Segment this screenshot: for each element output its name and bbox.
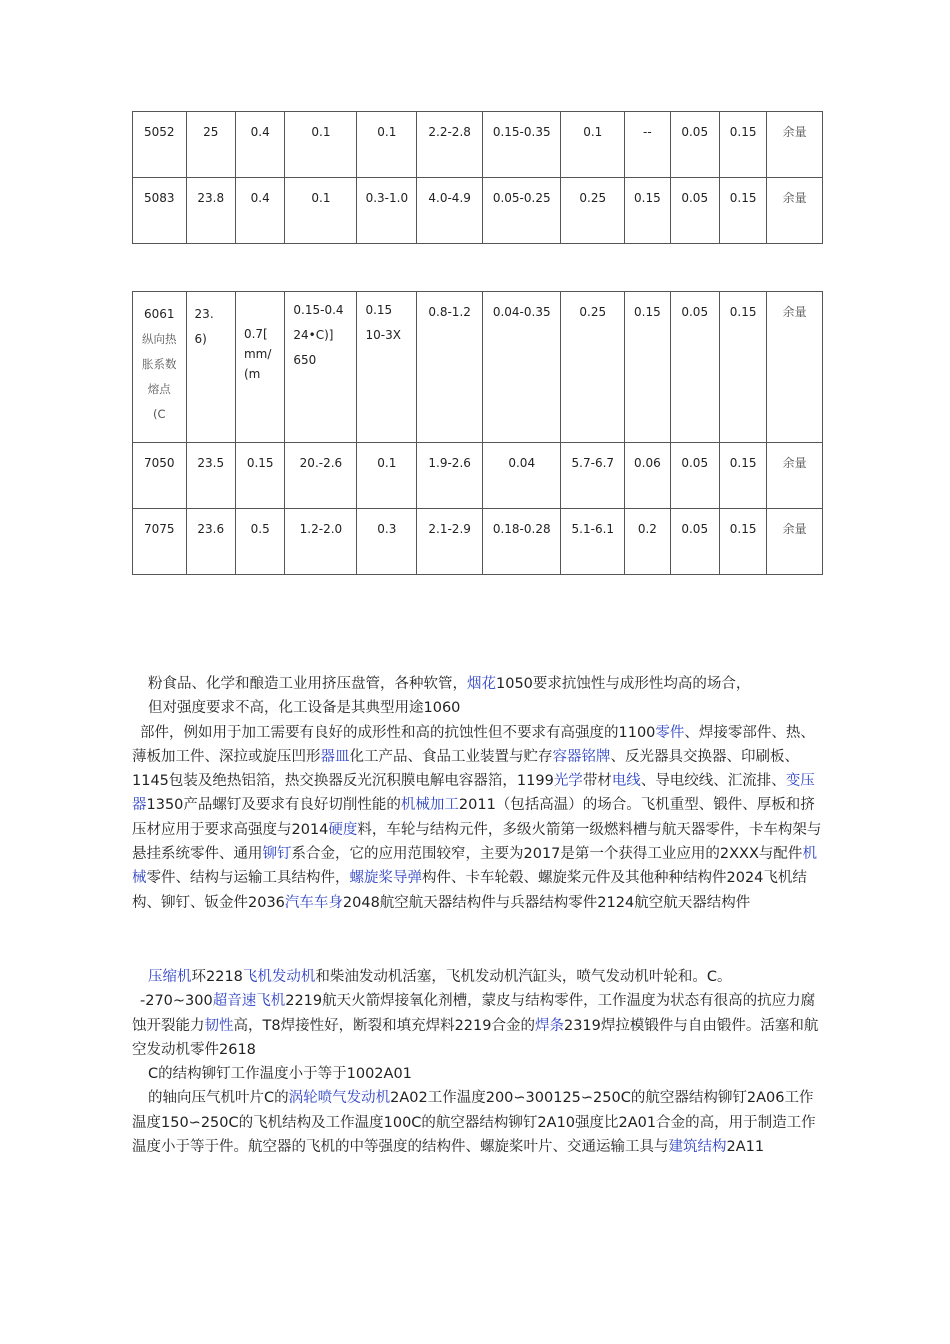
table-cell: 0.1 [285, 178, 357, 244]
link-parts[interactable]: 零件 [655, 724, 685, 741]
link-building-structure[interactable]: 建筑结构 [668, 1139, 727, 1156]
text: 环2218 [191, 969, 243, 985]
text: 1350产品螺钉及要求有良好切削性能的 [146, 797, 401, 814]
table-cell: 25 [186, 112, 235, 178]
text: 带材 [582, 773, 612, 790]
table-cell: 5.1-6.1 [561, 509, 625, 575]
table-row [133, 509, 823, 575]
text: 、导电绞线、汇流排、 [640, 773, 786, 790]
table-cell: 余量 [767, 178, 823, 244]
alloy-code: 6061 [144, 307, 175, 321]
table-cell: 0.5 [235, 509, 284, 575]
cell-line: mm/ [243, 347, 272, 361]
text-line [132, 696, 822, 720]
table-cell: 余量 [767, 112, 823, 178]
table-cell: 0.15 [719, 509, 766, 575]
table-cell: 0.05 [670, 112, 719, 178]
text: 2A02工作温度200∽300125∽250C的航空器结构铆钉2A06工作温度150∽250C的飞机结构及工作温度100C的航空器结构铆钉2A10强度比2A01合金的高，用于制造工作温度小于等于件。航空器的飞机的中等强度的结构件、螺旋桨叶片、交通运输工具与 [132, 1090, 816, 1156]
table-cell: 5052 [133, 112, 187, 178]
text: 高，T8焊接性好，断裂和填充焊料2219合金的 [233, 1017, 535, 1034]
text-block [132, 989, 822, 1062]
link-turbojet-engine[interactable]: 涡轮喷气发动机 [288, 1090, 391, 1107]
text-block [132, 721, 822, 915]
link-aircraft-engine[interactable]: 飞机发动机 [242, 969, 316, 985]
cell-line: 0.15 [365, 303, 393, 317]
table-cell [285, 292, 357, 443]
text: 2011（包括高温）的场合。飞机重型、锻件、厚板和挤压材应用于要求高强度与2014 [132, 797, 815, 838]
table-cell: 0.15-0.35 [483, 112, 561, 178]
link-hardness[interactable]: 硬度 [328, 821, 358, 838]
applications-paragraph-1 [132, 672, 822, 915]
table-cell: 0.4 [235, 112, 284, 178]
table-cell: 1.9-2.6 [417, 443, 483, 509]
table-cell: 20.-2.6 [285, 443, 357, 509]
table-cell: 23.6 [186, 509, 235, 575]
table-cell: 5.7-6.7 [561, 443, 625, 509]
cell-line: 0.7[ [243, 327, 268, 341]
table-cell: 0.25 [561, 292, 625, 443]
table-cell: 余量 [767, 443, 823, 509]
cell-line: 10-3X [365, 328, 401, 342]
table-row [133, 178, 823, 244]
table-cell: 7075 [133, 509, 187, 575]
table-cell: 0.3 [357, 509, 417, 575]
link-rivet[interactable]: 铆钉 [262, 846, 292, 863]
cell-line: 24•C)] [293, 328, 334, 342]
table-cell: 0.15 [719, 178, 766, 244]
text-line [132, 1062, 822, 1086]
table-cell: 0.18-0.28 [483, 509, 561, 575]
text: 的轴向压气机叶片C的 [148, 1090, 289, 1107]
table-cell: 2.2-2.8 [417, 112, 483, 178]
table-cell: 0.1 [357, 112, 417, 178]
link-car-body[interactable]: 汽车车身 [284, 894, 343, 911]
table-cell: 0.04-0.35 [483, 292, 561, 443]
table-cell: 0.05 [670, 443, 719, 509]
text-line [132, 965, 822, 989]
link-machining[interactable]: 机械加工 [400, 797, 459, 814]
table-cell: 23.5 [186, 443, 235, 509]
link-toughness[interactable]: 韧性 [204, 1017, 234, 1034]
table-cell: 0.05 [670, 292, 719, 443]
table-cell [133, 292, 187, 443]
link-compressor[interactable]: 压缩机 [148, 969, 192, 985]
side-label: (C [153, 407, 166, 421]
table-cell: 0.15 [719, 292, 766, 443]
cell-line: (m [243, 367, 261, 381]
table-cell: 0.15 [719, 443, 766, 509]
link-propeller-missile[interactable]: 螺旋桨导弹 [349, 870, 422, 887]
link-welding-rod[interactable]: 焊条 [534, 1017, 564, 1034]
table-cell: 余量 [767, 509, 823, 575]
cell-line: 0.15-0.4 [293, 303, 344, 317]
table-cell: 5083 [133, 178, 187, 244]
table-cell: 0.15 [625, 178, 670, 244]
side-label: 纵向热 [142, 332, 177, 346]
table-cell [186, 292, 235, 443]
table-cell: 0.06 [625, 443, 670, 509]
text: 粉食品、化学和酿造工业用挤压盘管，各种软管， [148, 676, 467, 692]
table-cell: 7050 [133, 443, 187, 509]
text: 、焊接零部件、热、薄板加工件、深拉或旋压凹形 [132, 724, 815, 765]
table-cell: 0.25 [561, 178, 625, 244]
link-wire[interactable]: 电线 [611, 773, 641, 790]
table-cell: 0.4 [235, 178, 284, 244]
text: 化工产品、食品工业装置与贮存 [349, 748, 553, 765]
side-label: 熔点 [147, 382, 171, 396]
table-cell: 0.15 [235, 443, 284, 509]
link-transformer[interactable]: 变压器 [132, 773, 815, 814]
table-cell: 0.04 [483, 443, 561, 509]
text: 2319焊拉模锻件与自由锻件。活塞和航空发动机零件2618 [132, 1017, 819, 1058]
table-cell: 0.2 [625, 509, 670, 575]
link-optics[interactable]: 光学 [553, 773, 583, 790]
text: 部件，例如用于加工需要有良好的成形性和高的抗蚀性但不要求有高强度的1100 [140, 724, 656, 741]
text-line [132, 672, 822, 696]
table-row [133, 112, 823, 178]
table-cell: 0.15 [719, 112, 766, 178]
table-cell: 0.05 [670, 178, 719, 244]
table-cell [357, 292, 417, 443]
table-row [133, 292, 823, 443]
table-cell: 0.15 [625, 292, 670, 443]
table-cell: 0.05-0.25 [483, 178, 561, 244]
alloy-table-2 [132, 291, 823, 575]
text: C的结构铆钉工作温度小于等于1002A01 [148, 1066, 412, 1083]
link-container-nameplate[interactable]: 容器铭牌 [552, 748, 611, 765]
cell-line: 23. [194, 307, 214, 321]
alloy-table-1 [132, 111, 823, 244]
text-block [132, 1086, 822, 1159]
table-cell: 23.8 [186, 178, 235, 244]
text: 2219航天火箭焊接氧化剂槽，蒙皮与结构零件，工作温度为状态有很高的抗应力腐蚀开裂能力 [132, 993, 816, 1034]
table-cell: 0.8-1.2 [417, 292, 483, 443]
table-cell: 1.2-2.0 [285, 509, 357, 575]
table-cell: -- [625, 112, 670, 178]
text: 2A11 [726, 1139, 765, 1156]
link-machinery[interactable]: 机械 [132, 846, 817, 887]
table-cell: 2.1-2.9 [417, 509, 483, 575]
table-cell: 0.1 [561, 112, 625, 178]
text: 构件、卡车轮毂、螺旋桨元件及其他种种结构件2024飞机结构、铆钉、钣金件2036 [132, 870, 807, 911]
cell-line: 650 [293, 353, 317, 367]
text: -270~300 [140, 993, 213, 1010]
table-cell: 0.1 [285, 112, 357, 178]
side-label: 胀系数 [142, 357, 177, 371]
table-row [133, 443, 823, 509]
link-supersonic-aircraft[interactable]: 超音速飞机 [212, 993, 286, 1010]
cell-line: 6) [194, 332, 207, 346]
table-cell: 0.3-1.0 [357, 178, 417, 244]
table-cell [235, 292, 284, 443]
text: 和柴油发动机活塞，飞机发动机汽缸头，喷气发动机叶轮和。C。 [315, 969, 732, 985]
table-cell: 4.0-4.9 [417, 178, 483, 244]
table-cell: 余量 [767, 292, 823, 443]
table-cell: 0.05 [670, 509, 719, 575]
text: 系合金，它的应用范围较窄，主要为2017是第一个获得工业应用的2XXX与配件 [291, 846, 803, 863]
text: 零件、结构与运输工具结构件， [146, 870, 350, 887]
table-cell: 0.1 [357, 443, 417, 509]
link-fireworks[interactable]: 烟花 [467, 676, 496, 692]
text: 、反光器具交换器、印刷板、1145包装及绝热铝箔，热交换器反光沉积膜电解电容器箔，1199 [132, 748, 799, 790]
applications-paragraph-2 [132, 965, 822, 1159]
text: 但对强度要求不高，化工设备是其典型用途1060 [148, 700, 461, 717]
link-vessels[interactable]: 器皿 [320, 748, 350, 765]
text: 2048航空航天器结构件与兵器结构零件2124航空航天器结构件 [342, 894, 751, 911]
text: 1050要求抗蚀性与成形性均高的场合， [496, 676, 751, 692]
text: 料，车轮与结构元件，多级火箭第一级燃料槽与航天器零件，卡车构架与悬挂系统零件、通用 [132, 821, 822, 863]
